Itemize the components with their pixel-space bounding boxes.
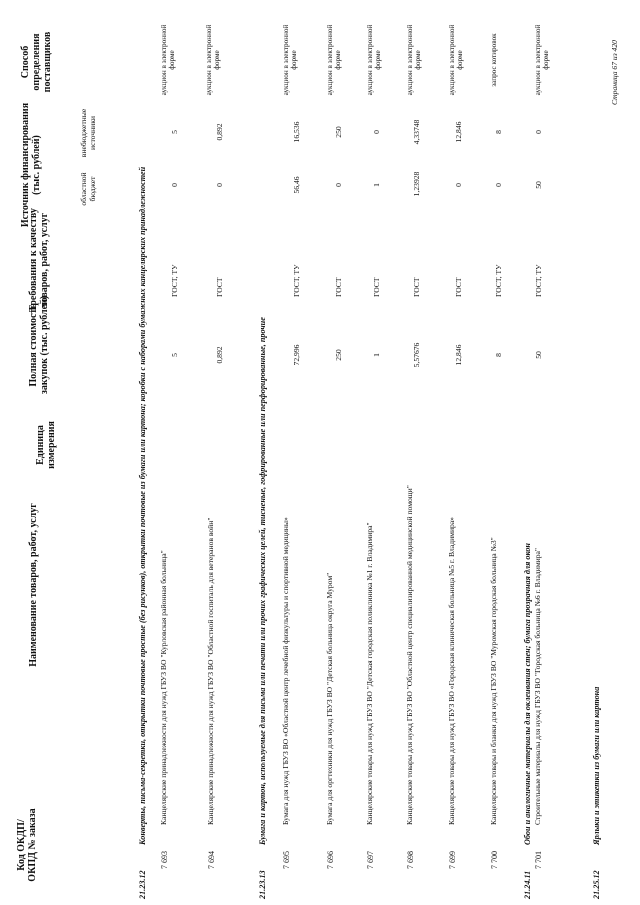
quality-requirement: ГОСТ, ТУ [292,264,301,297]
item-name: Канцелярские принадлежности для нужд ГБУЗ ВО "Курловская районная больница" [159,550,168,825]
section-code: 21.24.11 [523,870,532,899]
extrabudget-sources: 8 [494,130,503,134]
regional-budget: 0 [454,183,463,187]
item-name: Бумага для оргтехники для нужд ГБУЗ ВО "Детская больница округа Муром" [325,572,334,825]
total-cost: 0,892 [215,346,224,364]
item-name: Канцелярские товары для нужд ГБУЗ ВО "Областной центр специализированной медицинской помощи" [405,485,414,825]
section-title: Бумага и картон, используемые для письма или печати или прочих графических целей, тисненые, гофрированные или перфорированные, прочие [258,317,267,845]
quality-requirement: ГОСТ, ТУ [494,264,503,297]
order-number: 7 701 [534,851,543,869]
procurement-method: запрос котировок [490,33,498,87]
order-number: 7 697 [366,851,375,869]
regional-budget: 1 [372,183,381,187]
total-cost: 250 [334,349,343,361]
quality-requirement: ГОСТ [334,277,343,297]
order-number: 7 696 [326,851,335,869]
procurement-method: аукцион в электронной форме [366,24,383,96]
total-cost: 50 [534,351,543,359]
total-cost: 72,996 [292,344,301,366]
section-title: Ярлыки и этикетки из бумаги или картона [592,686,601,845]
page-number: Страница 67 из 420 [610,40,619,105]
section-code: 21.25.12 [592,870,601,899]
total-cost: 12,846 [454,344,463,366]
extrabudget-sources: 250 [334,126,343,138]
extrabudget-sources: 4,33748 [412,119,421,145]
order-number: 7 699 [448,851,457,869]
procurement-method: аукцион в электронной форме [326,24,343,96]
extrabudget-sources: 0,892 [215,123,224,141]
header-method: Способ определения поставщиков [20,31,53,93]
item-name: Канцелярские товары для нужд ГБУЗ ВО "Детская городская поликлиника №1 г. Владимира" [365,522,374,825]
quality-requirement: ГОСТ, ТУ [170,264,179,297]
header-financing: Источник финансирования (тыс. рублей) [20,102,42,228]
total-cost: 5,57676 [412,342,421,368]
quality-requirement: ГОСТ [454,277,463,297]
extrabudget-sources: 16,536 [292,121,301,143]
procurement-method: аукцион в электронной форме [406,24,423,96]
extrabudget-sources: 5 [170,130,179,134]
procurement-method: аукцион в электронной форме [448,24,465,96]
header-unit: Единица измерения [35,421,57,469]
header-total-cost: Полная стоимость закупок (тыс. рублей) [28,295,50,395]
regional-budget: 56,46 [292,176,301,194]
extrabudget-sources: 12,846 [454,121,463,143]
total-cost: 8 [494,353,503,357]
section-code: 21.23.13 [258,870,267,899]
order-number: 7 698 [406,851,415,869]
regional-budget: 0 [334,183,343,187]
order-number: 7 695 [282,851,291,869]
item-name: Бумага для нужд ГБУЗ ВО «Областной центр лечебной физкультуры и спортивной медицины» [281,517,290,825]
procurement-method: аукцион в электронной форме [534,24,551,96]
quality-requirement: ГОСТ [412,277,421,297]
procurement-method: аукцион в электронной форме [205,24,222,96]
order-number: 7 693 [160,851,169,869]
extrabudget-sources: 0 [372,130,381,134]
extrabudget-sources: 0 [534,130,543,134]
header-code: Код ОКДП/ ОКПД № заказа [16,808,38,882]
quality-requirement: ГОСТ [372,277,381,297]
regional-budget: 50 [534,181,543,189]
item-name: Строительные материалы для нужд ГБУЗ ВО "Городская больница №6 г. Владимира" [533,548,542,825]
procurement-method: аукцион в электронной форме [160,24,177,96]
order-number: 7 700 [490,851,499,869]
header-requirements: Требования к качеству товаров, работ, услуг [28,208,50,312]
total-cost: 1 [372,353,381,357]
quality-requirement: ГОСТ [215,277,224,297]
regional-budget: 0 [215,183,224,187]
regional-budget: 1,23928 [412,171,421,197]
section-code: 21.23.12 [138,870,147,899]
header-name: Наименование товаров, работ, услуг [28,503,39,667]
procurement-method: аукцион в электронной форме [282,24,299,96]
total-cost: 5 [170,353,179,357]
item-name: Канцелярские принадлежности для нужд ГБУЗ ВО "Областной госпиталь для ветеранов войн" [206,517,215,825]
header-financing-extrabudget: внебюджетные источники [79,108,97,158]
item-name: Канцелярские товары и бланки для нужд ГБУЗ ВО "Муромская городская больница №3" [489,537,498,825]
section-title: Конверты, письма-секретки, открытки почтовые простые (без рисунков), открытки почтовые из бумаги или картона; коробки с наборами бумажных канцелярских принадлежностей [138,166,147,845]
item-name: Канцелярские товары для нужд ГБУЗ ВО «Городская клиническая больница №5 г. Владимира» [447,517,456,825]
regional-budget: 0 [494,183,503,187]
header-financing-regional: областной бюджет [79,172,97,206]
order-number: 7 694 [207,851,216,869]
quality-requirement: ГОСТ, ТУ [534,264,543,297]
section-title: Обои и аналогичные материалы для оклеивания стен; бумага прозрачная для окон [523,543,532,845]
regional-budget: 0 [170,183,179,187]
